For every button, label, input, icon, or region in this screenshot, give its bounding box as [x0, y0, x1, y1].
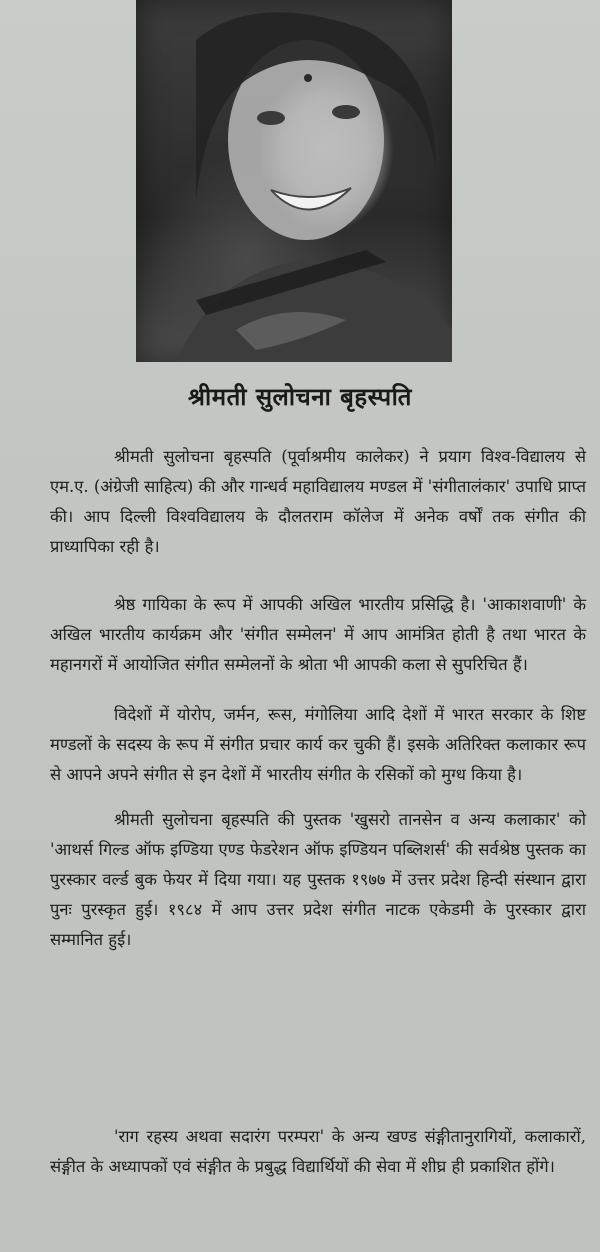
author-name-caption: श्रीमती सुलोचना बृहस्पति	[188, 382, 412, 411]
bio-paragraph-education: श्रीमती सुलोचना बृहस्पति (पूर्वाश्रमीय कालेकर) ने प्रयाग विश्व-विद्यालय से एम.ए. (अंग्रेजी साहित्य) की और गान्धर्व महाविद्यालय मण्डल में 'संगीतालंकार' उपाधि प्राप्त की। आप दिल्ली विश्वविद्यालय के दौलतराम कॉलेज में अनेक वर्षों तक संगीत की प्राध्यापिका रही है।	[50, 447, 586, 556]
bio-paragraph-awards: श्रीमती सुलोचना बृहस्पति की पुस्तक 'खुसरो तानसेन व अन्य कलाकार' को 'आथर्स गिल्ड ऑफ इण्डिया एण्ड फेडरेशन ऑफ इण्डियन पब्लिशर्स' की सर्वश्रेष्ठ पुस्तक का पुरस्कार वर्ल्ड बुक फेयर में दिया गया। यह पुस्तक १९७७ में उत्तर प्रदेश हिन्दी संस्थान द्वारा पुनः पुरस्कृत हुई। १९८४ में आप उत्तर प्रदेश संगीत नाटक एकेडमी के पुरस्कार द्वारा सम्मानित हुई।	[50, 810, 586, 949]
portrait-illustration	[136, 0, 452, 362]
bio-paragraph-abroad: विदेशों में योरोप, जर्मन, रूस, मंगोलिया आदि देशों में भारत सरकार के शिष्ट मण्डलों के सदस्य के रूप में संगीत प्रचार कार्य कर चुकी हैं। इसके अतिरिक्त कलाकार रूप से आपने अपने संगीत से इन देशों में भारतीय संगीत के रसिकों को मुग्ध किया है।	[50, 705, 586, 784]
bio-paragraph-singer: श्रेष्ठ गायिका के रूप में आपकी अखिल भारतीय प्रसिद्धि है। 'आकाशवाणी' के अखिल भारतीय कार्यक्रम और 'संगीत सम्मेलन' में आप आमंत्रित होती है तथा भारत के महानगरों में आयोजित संगीत सम्मेलनों के श्रोता भी आपकी कला से सुपरिचित हैं।	[50, 595, 586, 674]
author-portrait-photo	[136, 0, 452, 362]
forthcoming-volumes-note: 'राग रहस्य अथवा सदारंग परम्परा' के अन्य खण्ड संङ्गीतानुरागियों, कलाकारों, संङ्गीत के अध्यापकों एवं संङ्गीत के प्रबुद्ध विद्यार्थियों की सेवा में शीघ्र ही प्रकाशित होंगे।	[50, 1127, 586, 1176]
